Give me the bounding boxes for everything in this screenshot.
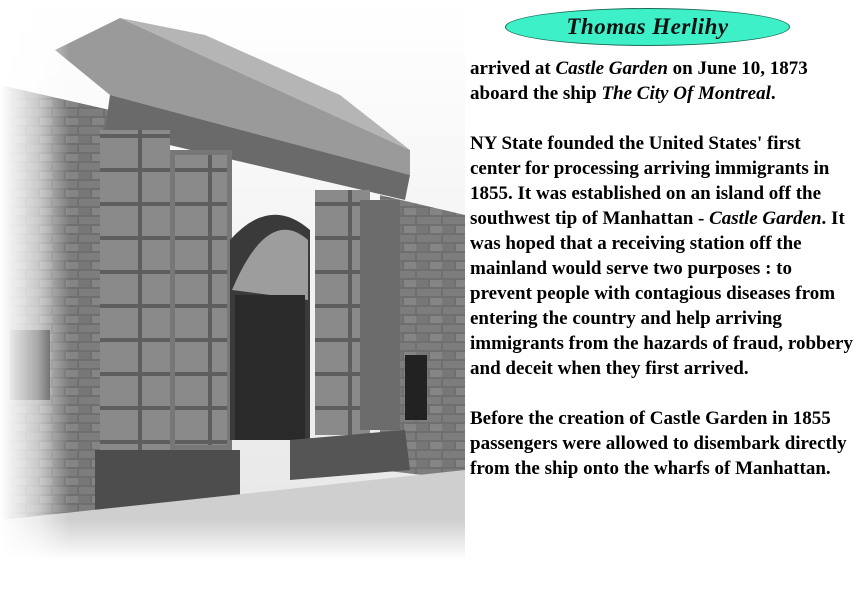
- history-text-1: NY State founded the United States' first center for processing arriving immigrants in 1855. It was established on an island off the southwest tip of Manhattan -: [470, 133, 830, 229]
- photo-fade-bottom: [0, 520, 465, 560]
- photo-fade-left: [0, 0, 70, 560]
- history-paragraph: [470, 131, 855, 381]
- name-badge: [505, 8, 790, 46]
- history-place: Castle Garden: [709, 208, 822, 229]
- arrival-place: Castle Garden: [555, 58, 668, 79]
- arrival-text-1: arrived at: [470, 58, 556, 79]
- arrival-paragraph: [470, 56, 855, 106]
- castle-garden-photo: [0, 0, 465, 560]
- before-paragraph: [470, 406, 855, 481]
- arrival-text-2: on June 10, 1873 aboard the ship: [470, 58, 808, 104]
- before-text: Before the creation of Castle Garden in 1855 passengers were allowed to disembark directly from the ship onto the wharfs of Manhattan.: [470, 408, 847, 479]
- person-name: Thomas Herlihy: [566, 14, 729, 39]
- history-text-2: . It was hoped that a receiving station off the mainland would serve two purposes : to prevent people with contagious diseases from entering the country and help arriving immigrants from the hazards of fraud, robbery and deceit when they first arrived.: [470, 208, 853, 379]
- arrival-text-3: .: [770, 83, 776, 104]
- text-column: [470, 56, 855, 506]
- ship-name: The City Of Montreal: [601, 83, 771, 104]
